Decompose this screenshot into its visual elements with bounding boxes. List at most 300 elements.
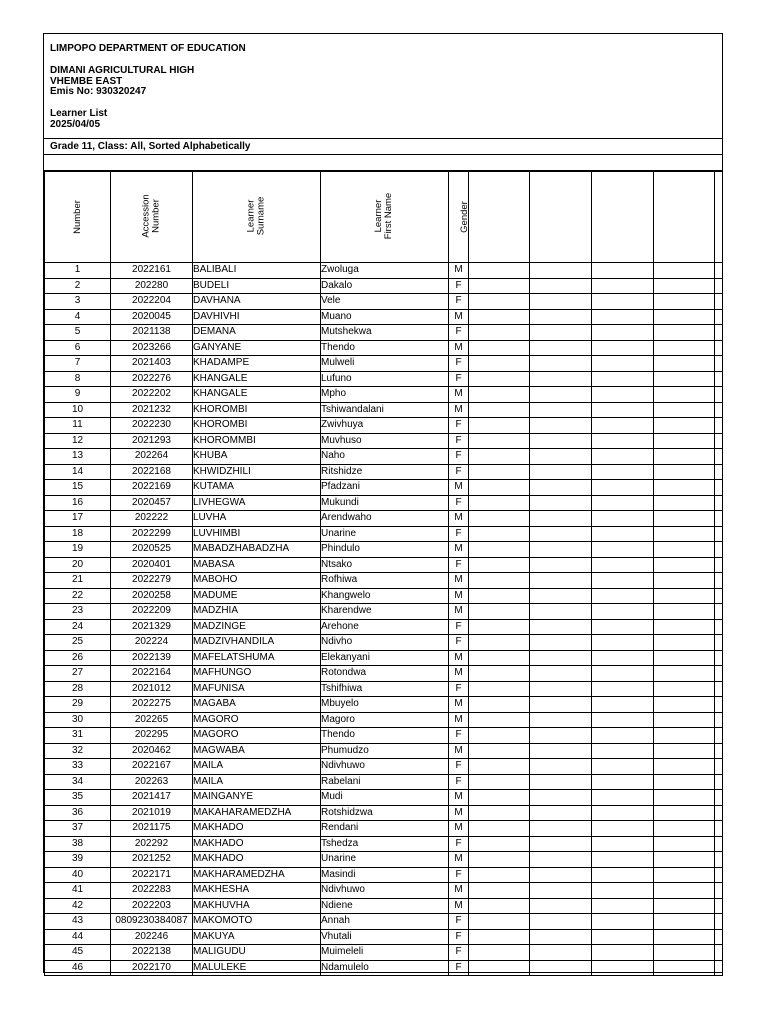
accession-number: 2022276 — [111, 371, 193, 387]
row-number: 20 — [45, 557, 111, 573]
blank-cell — [469, 790, 530, 806]
blank-cell — [715, 309, 723, 325]
blank-cell — [530, 883, 592, 899]
blank-cell — [715, 743, 723, 759]
blank-cell — [715, 402, 723, 418]
blank-cell — [715, 464, 723, 480]
blank-cell — [654, 511, 715, 527]
blank-cell — [530, 666, 592, 682]
blank-cell — [715, 371, 723, 387]
learner-first-name: Mbuyelo — [321, 697, 449, 713]
accession-number: 202246 — [111, 929, 193, 945]
blank-cell — [469, 836, 530, 852]
learner-surname: LIVHEGWA — [193, 495, 321, 511]
blank-cell — [654, 263, 715, 279]
learner-surname: MAKHADO — [193, 836, 321, 852]
learner-surname: KHWIDZHILI — [193, 464, 321, 480]
blank-cell — [530, 604, 592, 620]
blank-cell — [654, 557, 715, 573]
blank-cell — [654, 697, 715, 713]
department-title: LIMPOPO DEPARTMENT OF EDUCATION — [50, 43, 246, 54]
learner-gender: M — [449, 480, 469, 496]
learner-gender: M — [449, 898, 469, 914]
table-row — [45, 340, 723, 356]
blank-cell — [715, 573, 723, 589]
blank-cell — [715, 867, 723, 883]
blank-cell — [715, 805, 723, 821]
blank-cell — [530, 557, 592, 573]
learner-gender: F — [449, 774, 469, 790]
learner-gender: F — [449, 278, 469, 294]
accession-number: 2022139 — [111, 650, 193, 666]
learner-surname: KHANGALE — [193, 371, 321, 387]
blank-cell — [469, 635, 530, 651]
row-number: 14 — [45, 464, 111, 480]
row-number: 13 — [45, 449, 111, 465]
blank-cell — [530, 852, 592, 868]
learner-surname: MAGORO — [193, 712, 321, 728]
learner-surname: GANYANE — [193, 340, 321, 356]
learner-gender: M — [449, 712, 469, 728]
blank-cell — [469, 588, 530, 604]
accession-number: 2022209 — [111, 604, 193, 620]
learner-gender: M — [449, 340, 469, 356]
column-header-number: Number — [45, 171, 111, 263]
blank-cell — [469, 278, 530, 294]
accession-number: 2022203 — [111, 898, 193, 914]
blank-cell — [715, 836, 723, 852]
learner-first-name: Vele — [321, 294, 449, 310]
learner-gender: F — [449, 759, 469, 775]
table-row — [45, 805, 723, 821]
blank-cell — [715, 821, 723, 837]
row-number: 44 — [45, 929, 111, 945]
row-number: 36 — [45, 805, 111, 821]
learner-first-name: Mulweli — [321, 356, 449, 372]
row-number: 21 — [45, 573, 111, 589]
blank-cell — [530, 263, 592, 279]
blank-cell — [715, 449, 723, 465]
table-row — [45, 774, 723, 790]
blank-cell — [592, 588, 654, 604]
learner-gender: M — [449, 650, 469, 666]
learner-first-name: Mukundi — [321, 495, 449, 511]
blank-cell — [715, 495, 723, 511]
learner-first-name: Ndiene — [321, 898, 449, 914]
row-number: 39 — [45, 852, 111, 868]
row-number: 31 — [45, 728, 111, 744]
accession-number: 2022283 — [111, 883, 193, 899]
learner-gender: M — [449, 263, 469, 279]
learner-gender: M — [449, 883, 469, 899]
blank-cell — [469, 325, 530, 341]
blank-cell — [654, 387, 715, 403]
accession-number: 0809230384087 — [111, 914, 193, 930]
blank-cell — [530, 759, 592, 775]
learner-first-name: Unarine — [321, 526, 449, 542]
accession-number: 2022299 — [111, 526, 193, 542]
blank-cell — [654, 898, 715, 914]
table-row — [45, 697, 723, 713]
row-number: 15 — [45, 480, 111, 496]
learner-surname: LUVHIMBI — [193, 526, 321, 542]
learner-surname: DEMANA — [193, 325, 321, 341]
blank-cell — [530, 480, 592, 496]
learner-surname: KUTAMA — [193, 480, 321, 496]
learner-first-name: Kharendwe — [321, 604, 449, 620]
learner-surname: KHANGALE — [193, 387, 321, 403]
blank-cell — [530, 387, 592, 403]
blank-cell — [530, 650, 592, 666]
blank-cell — [654, 728, 715, 744]
accession-number: 2021417 — [111, 790, 193, 806]
learner-gender: M — [449, 604, 469, 620]
blank-cell — [530, 433, 592, 449]
blank-cell — [530, 867, 592, 883]
blank-cell — [469, 387, 530, 403]
blank-cell — [469, 604, 530, 620]
circuit-name: VHEMBE EAST — [50, 76, 123, 87]
learner-first-name: Rendani — [321, 821, 449, 837]
learner-surname: MAILA — [193, 759, 321, 775]
column-header-accession: Accession Number — [111, 171, 193, 263]
blank-cell — [592, 480, 654, 496]
row-number: 35 — [45, 790, 111, 806]
learner-first-name: Ntsako — [321, 557, 449, 573]
report-date: 2025/04/05 — [50, 119, 101, 130]
blank-cell — [530, 371, 592, 387]
blank-cell — [715, 278, 723, 294]
row-number: 18 — [45, 526, 111, 542]
learner-gender: F — [449, 945, 469, 961]
learner-first-name: Muvhuso — [321, 433, 449, 449]
learner-surname: MADZHIA — [193, 604, 321, 620]
learner-gender: M — [449, 511, 469, 527]
blank-cell — [654, 650, 715, 666]
blank-cell — [592, 619, 654, 635]
blank-column-header — [654, 171, 715, 263]
blank-cell — [530, 774, 592, 790]
blank-cell — [715, 712, 723, 728]
blank-cell — [592, 790, 654, 806]
blank-cell — [469, 697, 530, 713]
learner-surname: MAKAHARAMEDZHA — [193, 805, 321, 821]
accession-number: 2020462 — [111, 743, 193, 759]
learner-gender: F — [449, 371, 469, 387]
row-number: 2 — [45, 278, 111, 294]
blank-cell — [654, 309, 715, 325]
blank-cell — [469, 526, 530, 542]
blank-cell — [469, 356, 530, 372]
table-row — [45, 604, 723, 620]
row-number: 19 — [45, 542, 111, 558]
accession-number: 2022275 — [111, 697, 193, 713]
learner-first-name: Tshiwandalani — [321, 402, 449, 418]
blank-cell — [592, 635, 654, 651]
learner-gender: M — [449, 821, 469, 837]
blank-cell — [592, 852, 654, 868]
blank-cell — [654, 712, 715, 728]
learner-gender: M — [449, 542, 469, 558]
blank-cell — [592, 712, 654, 728]
blank-cell — [469, 573, 530, 589]
blank-cell — [530, 619, 592, 635]
learner-first-name: Phumudzo — [321, 743, 449, 759]
grade-divider — [44, 154, 722, 155]
blank-cell — [715, 635, 723, 651]
accession-number: 2022202 — [111, 387, 193, 403]
blank-cell — [715, 526, 723, 542]
table-row — [45, 263, 723, 279]
blank-cell — [469, 495, 530, 511]
blank-cell — [654, 805, 715, 821]
learner-gender: F — [449, 836, 469, 852]
table-row — [45, 433, 723, 449]
blank-cell — [592, 774, 654, 790]
learner-surname: MAGABA — [193, 697, 321, 713]
row-number: 10 — [45, 402, 111, 418]
blank-cell — [592, 960, 654, 976]
learner-surname: KHOROMMBI — [193, 433, 321, 449]
learner-surname: DAVHIVHI — [193, 309, 321, 325]
learner-first-name: Thendo — [321, 340, 449, 356]
row-number: 46 — [45, 960, 111, 976]
blank-cell — [469, 619, 530, 635]
learner-first-name: Rotondwa — [321, 666, 449, 682]
learner-gender: F — [449, 728, 469, 744]
blank-cell — [530, 294, 592, 310]
learner-gender: M — [449, 852, 469, 868]
learner-surname: MAKHADO — [193, 821, 321, 837]
accession-number: 2022161 — [111, 263, 193, 279]
blank-cell — [654, 914, 715, 930]
accession-number: 2020045 — [111, 309, 193, 325]
blank-cell — [469, 418, 530, 434]
table-row — [45, 960, 723, 976]
blank-cell — [715, 263, 723, 279]
accession-number: 2022164 — [111, 666, 193, 682]
row-number: 34 — [45, 774, 111, 790]
accession-number: 2022171 — [111, 867, 193, 883]
blank-cell — [469, 728, 530, 744]
blank-cell — [530, 790, 592, 806]
blank-cell — [715, 759, 723, 775]
learner-gender: F — [449, 433, 469, 449]
table-row — [45, 464, 723, 480]
learner-surname: KHADAMPE — [193, 356, 321, 372]
learner-gender: M — [449, 790, 469, 806]
blank-cell — [469, 666, 530, 682]
learner-gender: F — [449, 681, 469, 697]
blank-cell — [654, 883, 715, 899]
blank-cell — [654, 542, 715, 558]
table-row — [45, 573, 723, 589]
table-row — [45, 294, 723, 310]
learner-gender: M — [449, 666, 469, 682]
blank-column-header — [530, 171, 592, 263]
blank-cell — [530, 309, 592, 325]
blank-cell — [530, 278, 592, 294]
blank-cell — [592, 821, 654, 837]
table-header-row — [45, 171, 723, 263]
list-title: Learner List — [50, 108, 108, 119]
blank-cell — [654, 526, 715, 542]
blank-cell — [715, 557, 723, 573]
learner-surname: MAINGANYE — [193, 790, 321, 806]
learner-gender: M — [449, 588, 469, 604]
table-row — [45, 728, 723, 744]
blank-cell — [469, 929, 530, 945]
accession-number: 2022204 — [111, 294, 193, 310]
row-number: 27 — [45, 666, 111, 682]
blank-cell — [592, 402, 654, 418]
blank-cell — [592, 836, 654, 852]
learner-surname: MABADZHABADZHA — [193, 542, 321, 558]
grade-class-line: Grade 11, Class: All, Sorted Alphabetically — [50, 141, 251, 152]
learner-table — [44, 170, 723, 976]
blank-cell — [715, 852, 723, 868]
learner-surname: BUDELI — [193, 278, 321, 294]
blank-cell — [654, 495, 715, 511]
row-number: 37 — [45, 821, 111, 837]
learner-surname: MABOHO — [193, 573, 321, 589]
accession-number: 2021012 — [111, 681, 193, 697]
table-row — [45, 836, 723, 852]
blank-cell — [469, 480, 530, 496]
blank-cell — [530, 588, 592, 604]
learner-first-name: Khangwelo — [321, 588, 449, 604]
learner-gender: F — [449, 464, 469, 480]
blank-cell — [654, 449, 715, 465]
blank-cell — [715, 914, 723, 930]
blank-cell — [469, 945, 530, 961]
blank-cell — [469, 511, 530, 527]
accession-number: 202264 — [111, 449, 193, 465]
blank-cell — [654, 867, 715, 883]
blank-cell — [654, 759, 715, 775]
blank-column-header — [469, 171, 530, 263]
blank-cell — [469, 263, 530, 279]
learner-list-document — [43, 33, 723, 973]
blank-cell — [530, 681, 592, 697]
learner-first-name: Ndivhuwo — [321, 759, 449, 775]
learner-first-name: Tshedza — [321, 836, 449, 852]
accession-number: 202265 — [111, 712, 193, 728]
learner-first-name: Muimeleli — [321, 945, 449, 961]
learner-first-name: Lufuno — [321, 371, 449, 387]
learner-rows — [45, 263, 723, 976]
blank-cell — [592, 356, 654, 372]
row-number: 7 — [45, 356, 111, 372]
blank-cell — [592, 557, 654, 573]
row-number: 30 — [45, 712, 111, 728]
learner-surname: LUVHA — [193, 511, 321, 527]
blank-cell — [715, 666, 723, 682]
blank-cell — [715, 604, 723, 620]
blank-cell — [715, 325, 723, 341]
blank-cell — [530, 697, 592, 713]
learner-first-name: Naho — [321, 449, 449, 465]
blank-cell — [715, 542, 723, 558]
learner-first-name: Arendwaho — [321, 511, 449, 527]
blank-cell — [592, 371, 654, 387]
row-number: 25 — [45, 635, 111, 651]
blank-cell — [592, 743, 654, 759]
blank-cell — [715, 697, 723, 713]
blank-cell — [530, 960, 592, 976]
learner-surname: MAGORO — [193, 728, 321, 744]
learner-gender: M — [449, 573, 469, 589]
table-row — [45, 511, 723, 527]
blank-cell — [654, 356, 715, 372]
row-number: 28 — [45, 681, 111, 697]
blank-cell — [469, 433, 530, 449]
blank-cell — [715, 340, 723, 356]
table-row — [45, 929, 723, 945]
table-row — [45, 526, 723, 542]
learner-surname: MADUME — [193, 588, 321, 604]
column-header-first-name: Learner First Name — [321, 171, 449, 263]
accession-number: 202222 — [111, 511, 193, 527]
table-row — [45, 945, 723, 961]
row-number: 5 — [45, 325, 111, 341]
blank-cell — [530, 898, 592, 914]
learner-first-name: Mpho — [321, 387, 449, 403]
accession-number: 2021293 — [111, 433, 193, 449]
blank-cell — [654, 960, 715, 976]
blank-cell — [592, 759, 654, 775]
table-row — [45, 418, 723, 434]
blank-cell — [654, 945, 715, 961]
learner-first-name: Mutshekwa — [321, 325, 449, 341]
row-number: 29 — [45, 697, 111, 713]
blank-cell — [530, 418, 592, 434]
blank-cell — [469, 867, 530, 883]
learner-surname: MAKHADO — [193, 852, 321, 868]
table-row — [45, 898, 723, 914]
learner-gender: F — [449, 449, 469, 465]
learner-gender: F — [449, 960, 469, 976]
blank-cell — [654, 573, 715, 589]
learner-gender: F — [449, 867, 469, 883]
blank-cell — [530, 511, 592, 527]
row-number: 32 — [45, 743, 111, 759]
learner-surname: MADZINGE — [193, 619, 321, 635]
blank-cell — [715, 774, 723, 790]
blank-cell — [592, 526, 654, 542]
blank-cell — [654, 294, 715, 310]
accession-number: 2020457 — [111, 495, 193, 511]
accession-number: 2022168 — [111, 464, 193, 480]
blank-cell — [654, 681, 715, 697]
table-row — [45, 278, 723, 294]
learner-first-name: Annah — [321, 914, 449, 930]
learner-surname: KHOROMBI — [193, 418, 321, 434]
table-row — [45, 619, 723, 635]
blank-cell — [654, 278, 715, 294]
blank-cell — [592, 728, 654, 744]
emis-number: Emis No: 930320247 — [50, 86, 147, 97]
blank-cell — [592, 898, 654, 914]
blank-cell — [469, 294, 530, 310]
table-row — [45, 821, 723, 837]
row-number: 33 — [45, 759, 111, 775]
learner-gender: F — [449, 418, 469, 434]
blank-cell — [715, 898, 723, 914]
blank-cell — [469, 898, 530, 914]
accession-number: 2022279 — [111, 573, 193, 589]
learner-first-name: Zwoluga — [321, 263, 449, 279]
